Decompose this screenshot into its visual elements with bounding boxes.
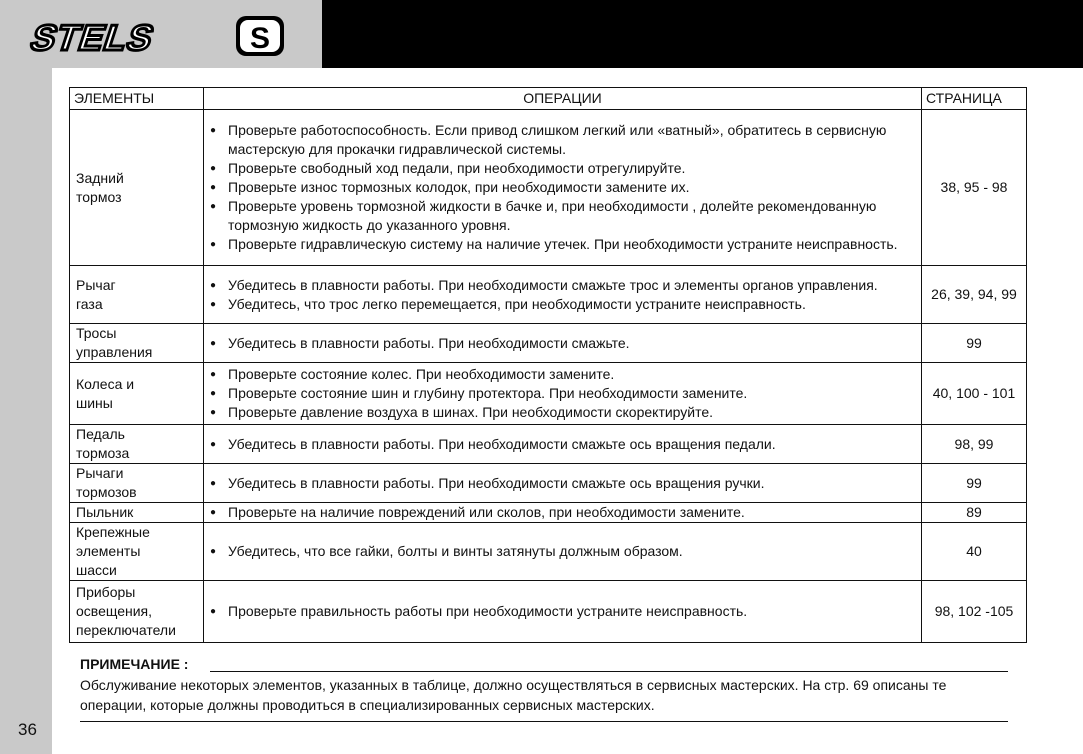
operations-list xyxy=(210,121,915,254)
operations-list xyxy=(210,542,915,561)
table-row xyxy=(70,523,1027,581)
operation-item: ● Убедитесь, что все гайки, болты и винты затянуты должным образом. xyxy=(210,542,915,561)
note-title: ПРИМЕЧАНИЕ : xyxy=(80,656,189,672)
stels-logo xyxy=(22,14,304,58)
element-cell xyxy=(70,464,204,503)
operations-list xyxy=(210,503,915,522)
note-title-underline xyxy=(210,671,1008,672)
operations-cell xyxy=(204,581,922,643)
note-bottom-rule xyxy=(80,715,1008,722)
element-cell xyxy=(70,503,204,523)
operation-item: ● Убедитесь в плавности работы. При необходимости смажьте. xyxy=(210,334,915,353)
note-block xyxy=(80,654,1008,722)
element-label-line: Рычаги xyxy=(76,465,124,481)
note-text: Обслуживание некоторых элементов, указанных в таблице, должно осуществляться в сервисных мастерских. На стр. 69 описаны те операции, которые должны проводиться в специализированных сервисных мастерских. xyxy=(80,677,947,713)
operation-item: ● Проверьте правильность работы при необходимости устраните неисправность. xyxy=(210,602,915,621)
element-label-line: Тросы xyxy=(76,325,117,341)
element-label-line: Крепежные xyxy=(76,524,150,540)
operation-item: ● Проверьте гидравлическую систему на наличие утечек. При необходимости устраните неисправность. xyxy=(210,235,915,254)
operations-cell xyxy=(204,363,922,425)
table-row xyxy=(70,464,1027,503)
element-label-line: управления xyxy=(76,344,153,360)
element-cell xyxy=(70,110,204,266)
logo-mark-letter: S xyxy=(249,22,271,55)
element-label-line: газа xyxy=(76,295,103,312)
page-reference-cell: 38, 95 - 98 xyxy=(922,110,1027,266)
page-reference-cell: 98, 99 xyxy=(922,425,1027,464)
page-reference-cell: 26, 39, 94, 99 xyxy=(922,266,1027,324)
header-page: СТРАНИЦА xyxy=(922,88,1027,110)
element-cell xyxy=(70,324,204,363)
operation-item: ● Проверьте состояние шин и глубину протектора. При необходимости замените. xyxy=(210,384,915,403)
operations-cell xyxy=(204,110,922,266)
operations-cell xyxy=(204,523,922,581)
table-row xyxy=(70,266,1027,324)
operations-list xyxy=(210,474,915,493)
table-row xyxy=(70,110,1027,266)
element-cell xyxy=(70,425,204,464)
page-reference-cell: 98, 102 -105 xyxy=(922,581,1027,643)
page-reference-cell: 40 xyxy=(922,523,1027,581)
table-row xyxy=(70,324,1027,363)
operations-list xyxy=(210,334,915,353)
operations-list xyxy=(210,435,915,454)
element-label-line: шасси xyxy=(76,562,117,578)
header-black-bar xyxy=(322,0,1083,68)
element-label-line: Приборы xyxy=(76,584,136,600)
operation-item: ● Убедитесь в плавности работы. При необходимости смажьте ось вращения педали. xyxy=(210,435,915,454)
element-label-line: Рычаг xyxy=(76,276,116,293)
element-cell xyxy=(70,523,204,581)
operation-item: ● Проверьте состояние колес. При необходимости замените. xyxy=(210,365,915,384)
left-margin-band xyxy=(0,0,52,754)
operation-item: ● Проверьте свободный ход педали, при необходимости отрегулируйте. xyxy=(210,159,915,178)
element-label-line: тормоз xyxy=(76,188,122,205)
element-label-line: переключатели xyxy=(76,622,176,638)
operations-cell xyxy=(204,324,922,363)
element-label-line: Колеса и xyxy=(76,375,135,392)
operations-list xyxy=(210,276,915,314)
element-label-line: освещения, xyxy=(76,603,153,619)
operation-item: ● Проверьте износ тормозных колодок, при необходимости замените их. xyxy=(210,178,915,197)
maintenance-table xyxy=(69,87,1027,643)
operation-item: ● Убедитесь в плавности работы. При необходимости смажьте трос и элементы органов управления. xyxy=(210,276,915,295)
page-reference-cell: 99 xyxy=(922,464,1027,503)
operation-item: ● Проверьте уровень тормозной жидкости в бачке и, при необходимости , долейте рекомендованную тормозную жидкость до указанного уровня. xyxy=(210,197,915,235)
logo-area xyxy=(0,0,322,68)
element-label-line: тормозов xyxy=(76,484,137,500)
operations-list xyxy=(210,365,915,422)
table-row xyxy=(70,363,1027,425)
element-label-line: Пыльник xyxy=(76,504,134,520)
table-row xyxy=(70,425,1027,464)
page-reference-cell: 99 xyxy=(922,324,1027,363)
operation-item: ● Проверьте на наличие повреждений или сколов, при необходимости замените. xyxy=(210,503,915,522)
page-reference-cell: 89 xyxy=(922,503,1027,523)
operation-item: ● Убедитесь, что трос легко перемещается, при необходимости устраните неисправность. xyxy=(210,295,915,314)
operation-item: ● Убедитесь в плавности работы. При необходимости смажьте ось вращения ручки. xyxy=(210,474,915,493)
operations-cell xyxy=(204,503,922,523)
header-elements: ЭЛЕМЕНТЫ xyxy=(70,88,204,110)
operation-item: ● Проверьте работоспособность. Если привод слишком легкий или «ватный», обратитесь в сервисную мастерскую для прокачки гидравлической системы. xyxy=(210,121,915,159)
element-label-line: Педаль xyxy=(76,426,125,442)
operations-cell xyxy=(204,266,922,324)
logo-wordmark: STELS xyxy=(25,17,160,58)
page-reference-cell: 40, 100 - 101 xyxy=(922,363,1027,425)
table-row xyxy=(70,581,1027,643)
element-label-line: тормоза xyxy=(76,445,130,461)
table-row xyxy=(70,503,1027,523)
operations-cell xyxy=(204,425,922,464)
table-header-row xyxy=(70,88,1027,110)
element-cell xyxy=(70,581,204,643)
element-cell xyxy=(70,363,204,425)
element-cell xyxy=(70,266,204,324)
operations-cell xyxy=(204,464,922,503)
page-number: 36 xyxy=(18,720,37,739)
element-label-line: элементы xyxy=(76,543,141,559)
element-label-line: шины xyxy=(76,394,113,411)
header-operations: ОПЕРАЦИИ xyxy=(204,88,922,110)
operation-item: ● Проверьте давление воздуха в шинах. При необходимости скоректируйте. xyxy=(210,403,915,422)
operations-list xyxy=(210,602,915,621)
element-label-line: Задний xyxy=(76,169,124,186)
